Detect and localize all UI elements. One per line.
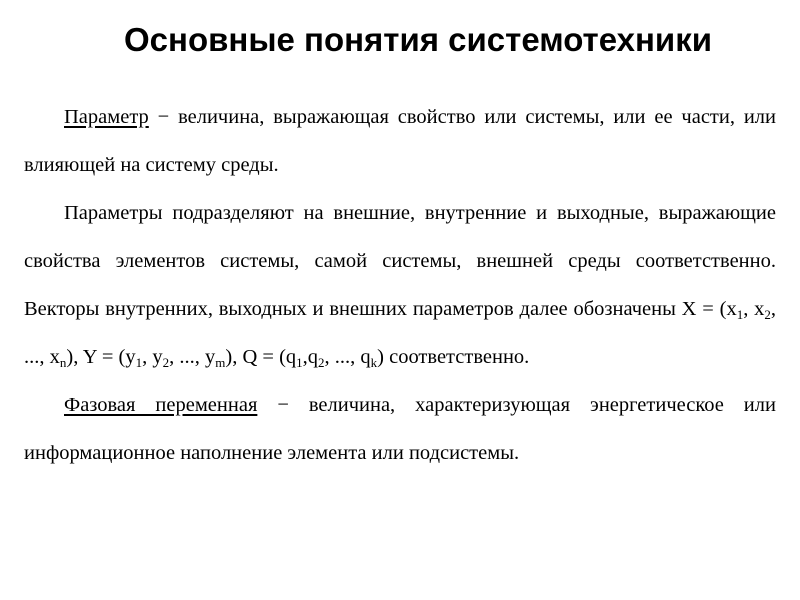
term-phase-variable: Фазовая переменная	[64, 394, 258, 416]
vector-separator: , ..., y	[169, 346, 216, 368]
subscript-ym: m	[215, 355, 226, 370]
vector-separator: , y	[142, 346, 163, 368]
vector-separator: , ..., q	[324, 346, 371, 368]
vector-separator: , x	[743, 298, 765, 320]
subscript-x2: 2	[764, 307, 771, 322]
phase-variable-definition-text: − величина, характеризующая энергетическое или информационное наполнение элемента или подсистемы.	[24, 394, 776, 464]
paragraph-parameter-types	[24, 189, 776, 381]
subscript-q2: 2	[318, 355, 325, 370]
subscript-y1: 1	[135, 355, 143, 370]
parameter-types-ending: ) соответственно.	[377, 346, 530, 368]
slide-body	[24, 93, 776, 477]
parameter-types-text: Параметры подразделяют на внешние, внутренние и выходные, выражающие свойства элементов системы, самой системы, внешней среды соответственно. Векторы внутренних, выходных и внешних параметров далее обозначены X = (x	[24, 202, 776, 320]
slide-title: Основные понятия системотехники	[123, 21, 713, 58]
paragraph-parameter-definition	[24, 93, 776, 189]
parameter-definition-text: − величина, выражающая свойство или системы, или ее части, или влияющей на систему среды.	[24, 106, 776, 176]
term-parameter: Параметр	[64, 106, 149, 128]
subscript-q1: 1	[296, 355, 303, 370]
subscript-xn: n	[59, 355, 67, 370]
vector-separator: ,q	[302, 346, 319, 368]
vector-separator: , ..., x	[24, 298, 776, 368]
vector-separator: ), Y = (y	[66, 346, 136, 368]
subscript-qk: k	[370, 355, 378, 370]
paragraph-phase-variable	[24, 381, 776, 477]
vector-separator: ), Q = (q	[225, 346, 297, 368]
subscript-y2: 2	[162, 355, 170, 370]
subscript-x1: 1	[736, 307, 744, 322]
